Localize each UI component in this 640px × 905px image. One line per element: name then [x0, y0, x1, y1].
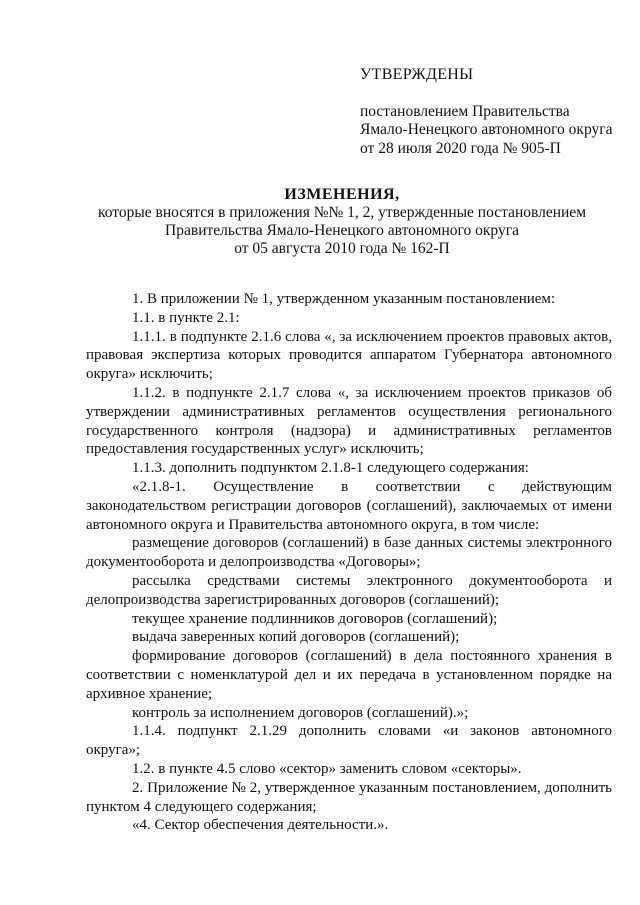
paragraph-1: 1. В приложении № 1, утвержденном указанным постановлением:: [132, 291, 556, 307]
approval-title: УТВЕРЖДЕНЫ: [360, 66, 474, 83]
paragraph-sector: «4. Сектор обеспечения деятельности.».: [132, 817, 389, 834]
paragraph-placement: размещение договоров (соглашений) в базе данных системы электронного документооборота и делопроизводства «Договоры»;: [86, 535, 612, 571]
paragraph-copies: выдача заверенных копий договоров (соглашений);: [132, 629, 460, 646]
paragraph-storage: текущее хранение подлинников договоров (соглашений);: [132, 610, 498, 627]
approval-line-3: от 28 июля 2020 года № 905-П: [360, 139, 561, 157]
paragraph-formation: формирование договоров (соглашений) в дела постоянного хранения в соответствии с номенклатурой дел и их передача в установленном порядке на архивное хранение;: [86, 648, 612, 702]
heading-title: ИЗМЕНЕНИЯ,: [284, 186, 400, 203]
paragraph-1-2: 1.2. в пункте 4.5 слово «сектор» заменить словом «секторы».: [132, 760, 522, 777]
paragraph-2: 2. Приложение № 2, утвержденное указанным постановлением, дополнить пунктом 4 следующего содержания;: [86, 779, 612, 815]
heading-line-3: от 05 августа 2010 года № 162-П: [234, 240, 450, 257]
approval-block: [360, 66, 620, 158]
paragraph-2-1-8-1: «2.1.8-1. Осуществление в соответствии с действующим законодательством регистрации договоров (соглашений), заключаемых от имени автономного округа и Правительства автономного округа, в том числе:: [86, 478, 612, 533]
heading-line-2: Правительства Ямало-Ненецкого автономного округа: [165, 222, 519, 239]
paragraph-1-1-3: 1.1.3. дополнить подпунктом 2.1.8-1 следующего содержания:: [132, 460, 529, 477]
approval-line-2: Ямало-Ненецкого автономного округа: [360, 121, 613, 138]
paragraph-1-1: 1.1. в пункте 2.1:: [132, 309, 240, 326]
paragraph-1-1-2: 1.1.2. в подпункте 2.1.7 слова «, за исключением проектов приказов об утверждении административных регламентов осуществления регионального государственного контроля (надзора) и административных регламентов предоставления государственных услуг» исключить;: [86, 384, 612, 458]
document-body: [86, 290, 612, 835]
heading-line-1: которые вносятся в приложения №№ 1, 2, утвержденные постановлением: [97, 204, 586, 221]
paragraph-1-1-4: 1.1.4. подпункт 2.1.29 дополнить словами «и законов автономного округа»;: [86, 723, 612, 759]
paragraph-distribution: рассылка средствами системы электронного документооборота и делопроизводства зарегистрированных договоров (соглашений);: [86, 572, 612, 608]
document-heading: [90, 186, 594, 258]
approval-line-1: постановлением Правительства: [360, 102, 570, 120]
paragraph-1-1-1: 1.1.1. в подпункте 2.1.6 слова «, за исключением проектов правовых актов, правовая экспертиза которых проводится аппаратом Губернатора автономного округа» исключить;: [86, 328, 612, 383]
paragraph-control: контроль за исполнением договоров (соглашений).»;: [132, 704, 469, 721]
